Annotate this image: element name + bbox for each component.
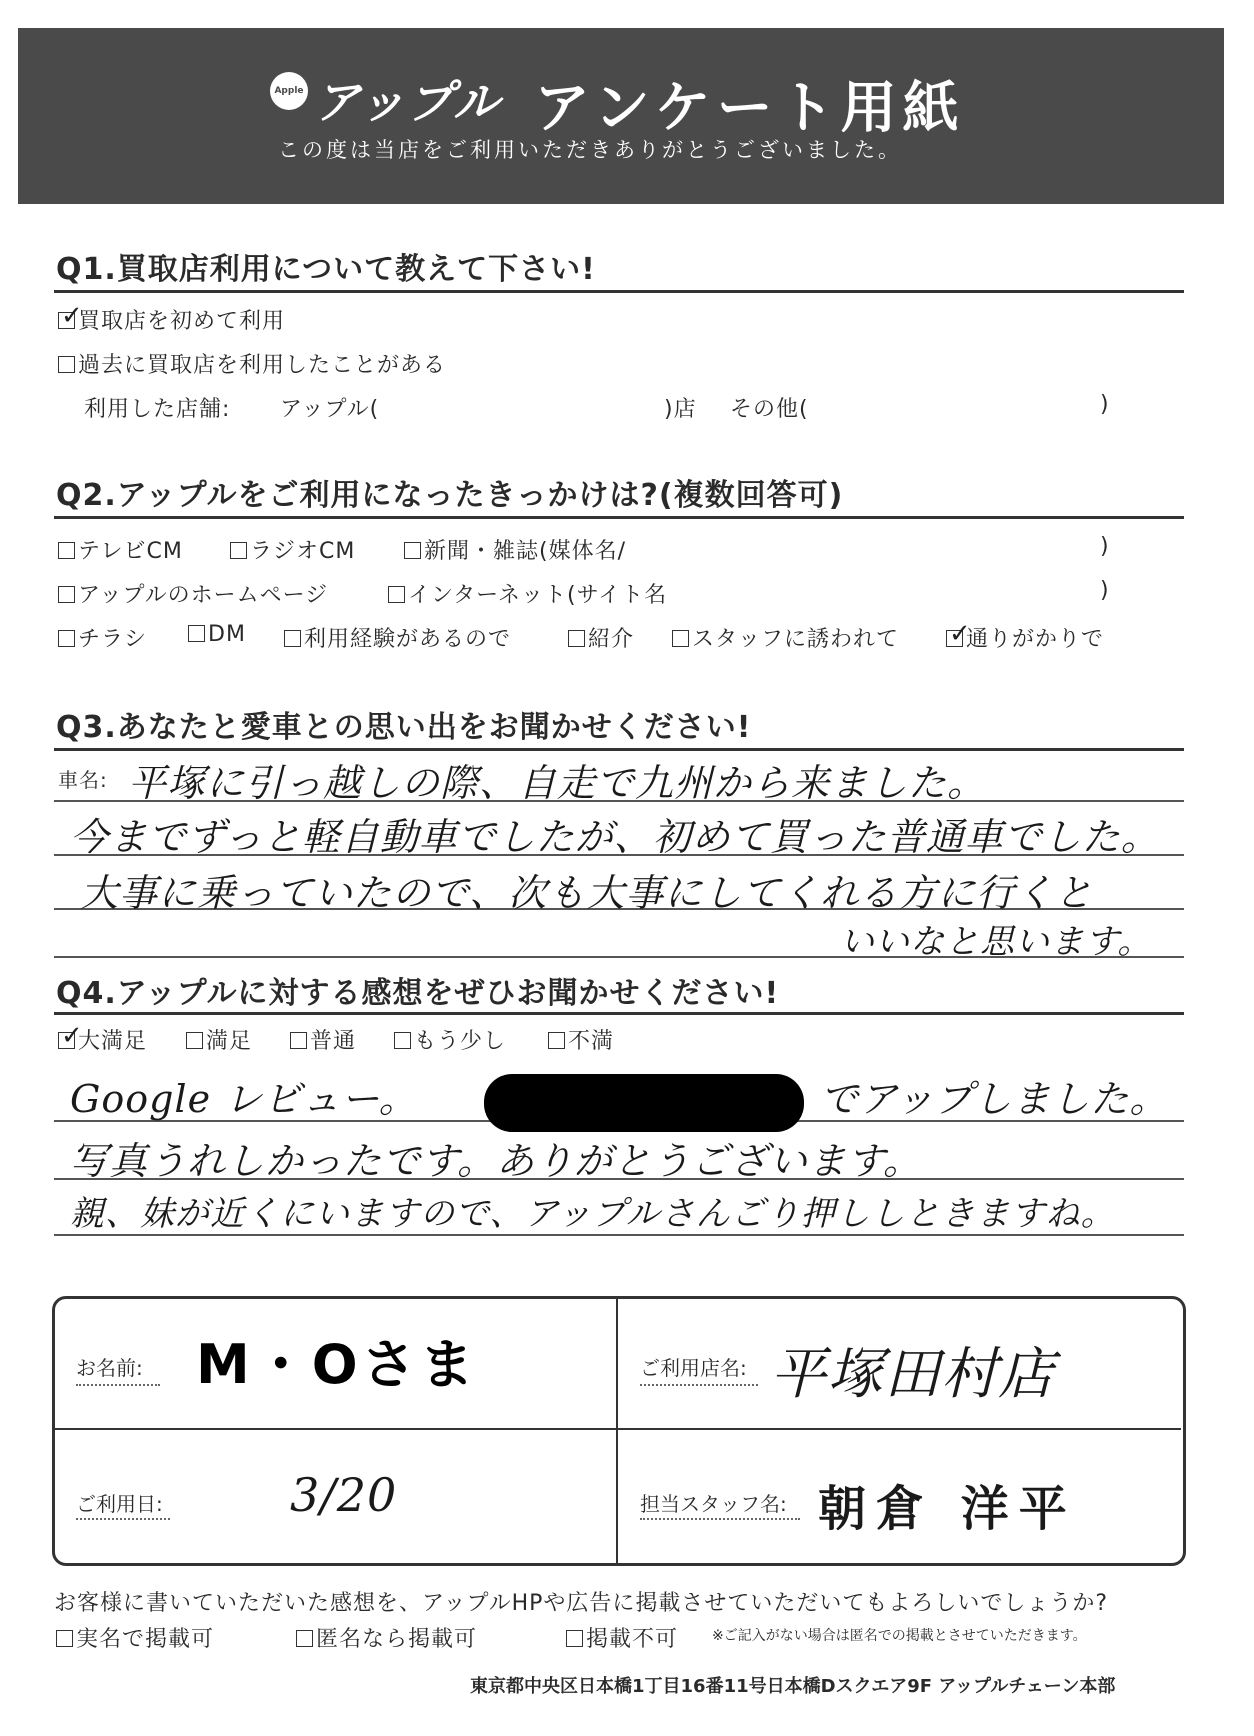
q2-row2-end: ): [1100, 578, 1110, 603]
checkbox[interactable]: [388, 586, 405, 603]
q3-car-label: 車名:: [58, 768, 108, 792]
publish-option-real-name[interactable]: 実名で掲載可: [56, 1622, 214, 1653]
publish-option-decline[interactable]: 掲載不可: [566, 1622, 678, 1653]
card-divider-horizontal: [55, 1428, 1181, 1430]
checkbox[interactable]: [946, 619, 972, 649]
q3-answer-line: 大事に乗っていたので、次も大事にしてくれる方に行くと: [80, 871, 1094, 915]
q2-option-dm[interactable]: DM: [188, 622, 246, 647]
q4-answer-line: 写真うれしかったです。ありがとうございます。: [70, 1139, 922, 1183]
publish-option-anonymous[interactable]: 匿名なら掲載可: [296, 1622, 477, 1653]
q2-option-tv-cm[interactable]: テレビCM: [58, 534, 183, 565]
q4-option-neutral[interactable]: 普通: [290, 1024, 356, 1055]
checkbox[interactable]: [58, 542, 75, 559]
q2-option-passing-by[interactable]: ✓ 通りがかりで: [946, 622, 1104, 653]
checkbox[interactable]: [188, 625, 205, 642]
checkmark-icon: ✓: [949, 619, 972, 649]
q4-answer-line: Google レビュー。: [70, 1077, 418, 1121]
store-label-rule: [640, 1384, 758, 1386]
q1-store-other-end: ): [1100, 392, 1110, 417]
staff-label-rule: [640, 1518, 800, 1520]
date-label: ご利用日:: [76, 1492, 163, 1516]
q4-option-dissatisfied[interactable]: 不満: [548, 1024, 614, 1055]
redaction-blackout: [484, 1074, 804, 1132]
headquarters-address: 東京都中央区日本橋1丁目16番11号日本橋Dスクエア9F アップルチェーン本部: [470, 1676, 1116, 1697]
checkbox[interactable]: [186, 1032, 203, 1049]
q1-rule: [54, 290, 1184, 293]
checkbox[interactable]: [56, 1630, 73, 1647]
q2-option-referral[interactable]: 紹介: [568, 622, 634, 653]
visit-date: 3/20: [290, 1468, 398, 1522]
q4-option-very-satisfied[interactable]: ✓ 大満足: [58, 1024, 147, 1055]
q2-option-radio-cm[interactable]: ラジオCM: [230, 534, 355, 565]
q1-store-apple: アップル(: [280, 397, 380, 422]
store-label: ご利用店名:: [640, 1356, 747, 1380]
q1-store-apple-end: )店: [664, 397, 697, 422]
q4-answer-line: 親、妹が近くにいますので、アップルさんごり押ししときますね。: [70, 1194, 1116, 1234]
q2-rule: [54, 516, 1184, 519]
q1-store-other: その他(: [730, 397, 809, 422]
q2-option-homepage[interactable]: アップルのホームページ: [58, 578, 328, 609]
checkbox[interactable]: [568, 630, 585, 647]
q1-store-prefix: 利用した店舗:: [84, 397, 231, 422]
apple-logo-icon: Apple: [270, 72, 308, 110]
checkbox[interactable]: [548, 1032, 565, 1049]
q4-option-satisfied[interactable]: 満足: [186, 1024, 252, 1055]
staff-label: 担当スタッフ名:: [640, 1492, 787, 1516]
q1-option-used-before[interactable]: 過去に買取店を利用したことがある: [58, 348, 446, 379]
checkbox[interactable]: [58, 356, 75, 373]
q2-option-newspaper[interactable]: 新聞・雑誌(媒体名/: [404, 534, 626, 565]
checkbox[interactable]: [290, 1032, 307, 1049]
q3-heading: Q3.あなたと愛車との思い出をお聞かせください!: [56, 710, 752, 745]
checkbox[interactable]: [58, 586, 75, 603]
customer-name: M・Oさま: [196, 1333, 478, 1396]
q2-option-staff-invite[interactable]: スタッフに誘われて: [672, 622, 899, 653]
checkbox[interactable]: [394, 1032, 411, 1049]
checkbox[interactable]: [296, 1630, 313, 1647]
q3-answer-line: いいなと思います。: [840, 922, 1153, 962]
checkbox[interactable]: [58, 630, 75, 647]
q2-heading: Q2.アップルをご利用になったきっかけは?(複数回答可): [56, 478, 844, 513]
form-subtitle: この度は当店をご利用いただきありがとうございました。: [278, 138, 902, 162]
q4-heading: Q4.アップルに対する感想をぜひお聞かせください!: [56, 976, 780, 1011]
checkbox[interactable]: [672, 630, 689, 647]
q4-rule: [54, 1012, 1184, 1015]
q1-heading: Q1.買取店利用について教えて下さい!: [56, 252, 596, 287]
checkbox[interactable]: [284, 630, 301, 647]
store-name: 平塚田村店: [770, 1342, 1055, 1407]
brand-logo-text: アップル: [314, 75, 501, 129]
q1-option-first-time[interactable]: ✓ 買取店を初めて利用: [58, 304, 285, 335]
q4-answer-line-end: でアップしました。: [820, 1077, 1169, 1121]
q3-rule: [54, 748, 1184, 751]
checkbox[interactable]: [566, 1630, 583, 1647]
q2-option-internet[interactable]: インターネット(サイト名: [388, 578, 667, 609]
checkbox[interactable]: [58, 1021, 84, 1051]
checkbox[interactable]: [404, 542, 421, 559]
q3-answer-line: 平塚に引っ越しの際、自走で九州から来ました。: [128, 761, 987, 805]
name-label-rule: [76, 1384, 160, 1386]
q2-row1-end: ): [1100, 534, 1110, 559]
card-divider-vertical: [616, 1296, 618, 1564]
staff-name: 朝倉 洋平: [818, 1481, 1077, 1537]
publish-permission-question: お客様に書いていただいた感想を、アップルHPや広告に掲載させていただいてもよろしいでしょうか?: [54, 1591, 1109, 1616]
checkmark-icon: ✓: [61, 1021, 84, 1051]
q3-answer-line: 今までずっと軽自動車でしたが、初めて買った普通車でした。: [70, 815, 1160, 859]
date-label-rule: [76, 1518, 170, 1520]
checkbox[interactable]: [230, 542, 247, 559]
checkmark-icon: ✓: [61, 301, 84, 331]
q4-option-could-improve[interactable]: もう少し: [394, 1024, 506, 1055]
q2-option-prior-use[interactable]: 利用経験があるので: [284, 622, 511, 653]
name-label: お名前:: [76, 1356, 143, 1380]
publish-note: ※ご記入がない場合は匿名での掲載とさせていただきます。: [712, 1628, 1087, 1644]
q2-option-flyer[interactable]: チラシ: [58, 622, 147, 653]
checkbox[interactable]: [58, 301, 84, 331]
form-title: アンケート用紙: [534, 76, 965, 141]
